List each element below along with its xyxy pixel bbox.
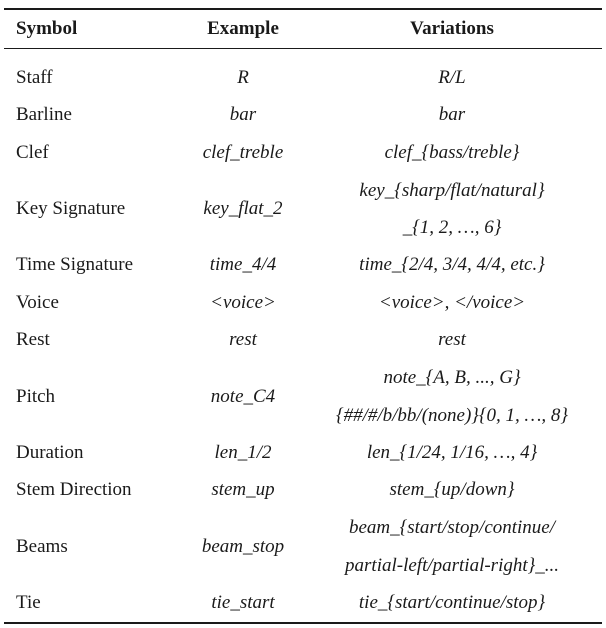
cell-example: tie_start bbox=[211, 591, 275, 613]
variation-line: <voice>, </voice> bbox=[378, 291, 526, 313]
cell-example: R bbox=[237, 66, 249, 88]
table-row bbox=[4, 97, 602, 135]
variation-line: key_{sharp/flat/natural} bbox=[359, 179, 545, 201]
cell-symbol: Barline bbox=[16, 104, 72, 126]
table-row bbox=[4, 434, 602, 472]
cell-variations bbox=[302, 49, 602, 97]
cell-example: beam_stop bbox=[201, 535, 285, 557]
cell-variations bbox=[302, 322, 602, 360]
cell-symbol: Voice bbox=[16, 291, 59, 313]
cell-example: time_4/4 bbox=[209, 254, 277, 276]
table-row bbox=[4, 322, 602, 360]
table-row bbox=[4, 584, 602, 623]
table-row bbox=[4, 472, 602, 510]
cell-symbol: Time Signature bbox=[16, 254, 133, 276]
cell-example: len_1/2 bbox=[214, 441, 272, 463]
cell-variations bbox=[302, 434, 602, 472]
variation-line: stem_{up/down} bbox=[389, 479, 515, 501]
header-example: Example bbox=[207, 18, 279, 39]
cell-symbol: Staff bbox=[16, 66, 53, 88]
cell-example: rest bbox=[229, 329, 257, 351]
table-row bbox=[4, 284, 602, 322]
symbol-table bbox=[4, 8, 602, 624]
cell-symbol: Pitch bbox=[16, 385, 56, 407]
table-header bbox=[4, 9, 602, 49]
variation-line: partial-left/partial-right}_... bbox=[345, 554, 559, 576]
header-symbol: Symbol bbox=[16, 18, 78, 39]
variation-line: beam_{start/stop/continue/ bbox=[348, 517, 556, 538]
variation-line: time_{2/4, 3/4, 4/4, etc.} bbox=[359, 254, 545, 276]
cell-variations bbox=[302, 509, 602, 584]
cell-symbol: Beams bbox=[16, 535, 68, 557]
cell-symbol: Clef bbox=[16, 141, 49, 163]
variation-line: {##/#/b/bb/(none)}{0, 1, …, 8} bbox=[336, 404, 568, 426]
cell-symbol: Duration bbox=[16, 441, 84, 463]
cell-variations bbox=[302, 97, 602, 135]
cell-variations bbox=[302, 584, 602, 623]
cell-variations bbox=[302, 359, 602, 434]
variation-line: tie_{start/continue/stop} bbox=[358, 591, 546, 613]
variation-line: bar bbox=[438, 104, 466, 126]
cell-example: bar bbox=[229, 104, 257, 126]
cell-variations bbox=[302, 284, 602, 322]
table-row bbox=[4, 247, 602, 285]
cell-example: clef_treble bbox=[202, 141, 284, 163]
cell-example: key_flat_2 bbox=[203, 198, 283, 219]
table-row bbox=[4, 509, 602, 584]
table-row bbox=[4, 49, 602, 97]
variation-line: R/L bbox=[438, 66, 466, 88]
cell-example: <voice> bbox=[210, 291, 276, 313]
cell-example: note_C4 bbox=[210, 385, 276, 407]
table-row bbox=[4, 172, 602, 247]
variation-line: _{1, 2, …, 6} bbox=[402, 217, 502, 238]
variation-line: len_{1/24, 1/16, …, 4} bbox=[366, 441, 538, 463]
table-body bbox=[4, 49, 602, 623]
cell-symbol: Key Signature bbox=[16, 198, 126, 219]
cell-variations bbox=[302, 247, 602, 285]
variation-line: clef_{bass/treble} bbox=[384, 141, 520, 163]
variation-line: note_{A, B, ..., G} bbox=[383, 367, 521, 388]
cell-variations bbox=[302, 172, 602, 247]
table-row bbox=[4, 359, 602, 434]
variation-line: rest bbox=[438, 329, 466, 351]
cell-example: stem_up bbox=[211, 479, 275, 501]
cell-variations bbox=[302, 472, 602, 510]
cell-variations bbox=[302, 134, 602, 172]
header-variations: Variations bbox=[410, 18, 494, 39]
table-row bbox=[4, 134, 602, 172]
cell-symbol: Stem Direction bbox=[16, 479, 132, 501]
cell-symbol: Tie bbox=[16, 591, 41, 613]
cell-symbol: Rest bbox=[16, 329, 50, 351]
header-row bbox=[4, 9, 602, 49]
